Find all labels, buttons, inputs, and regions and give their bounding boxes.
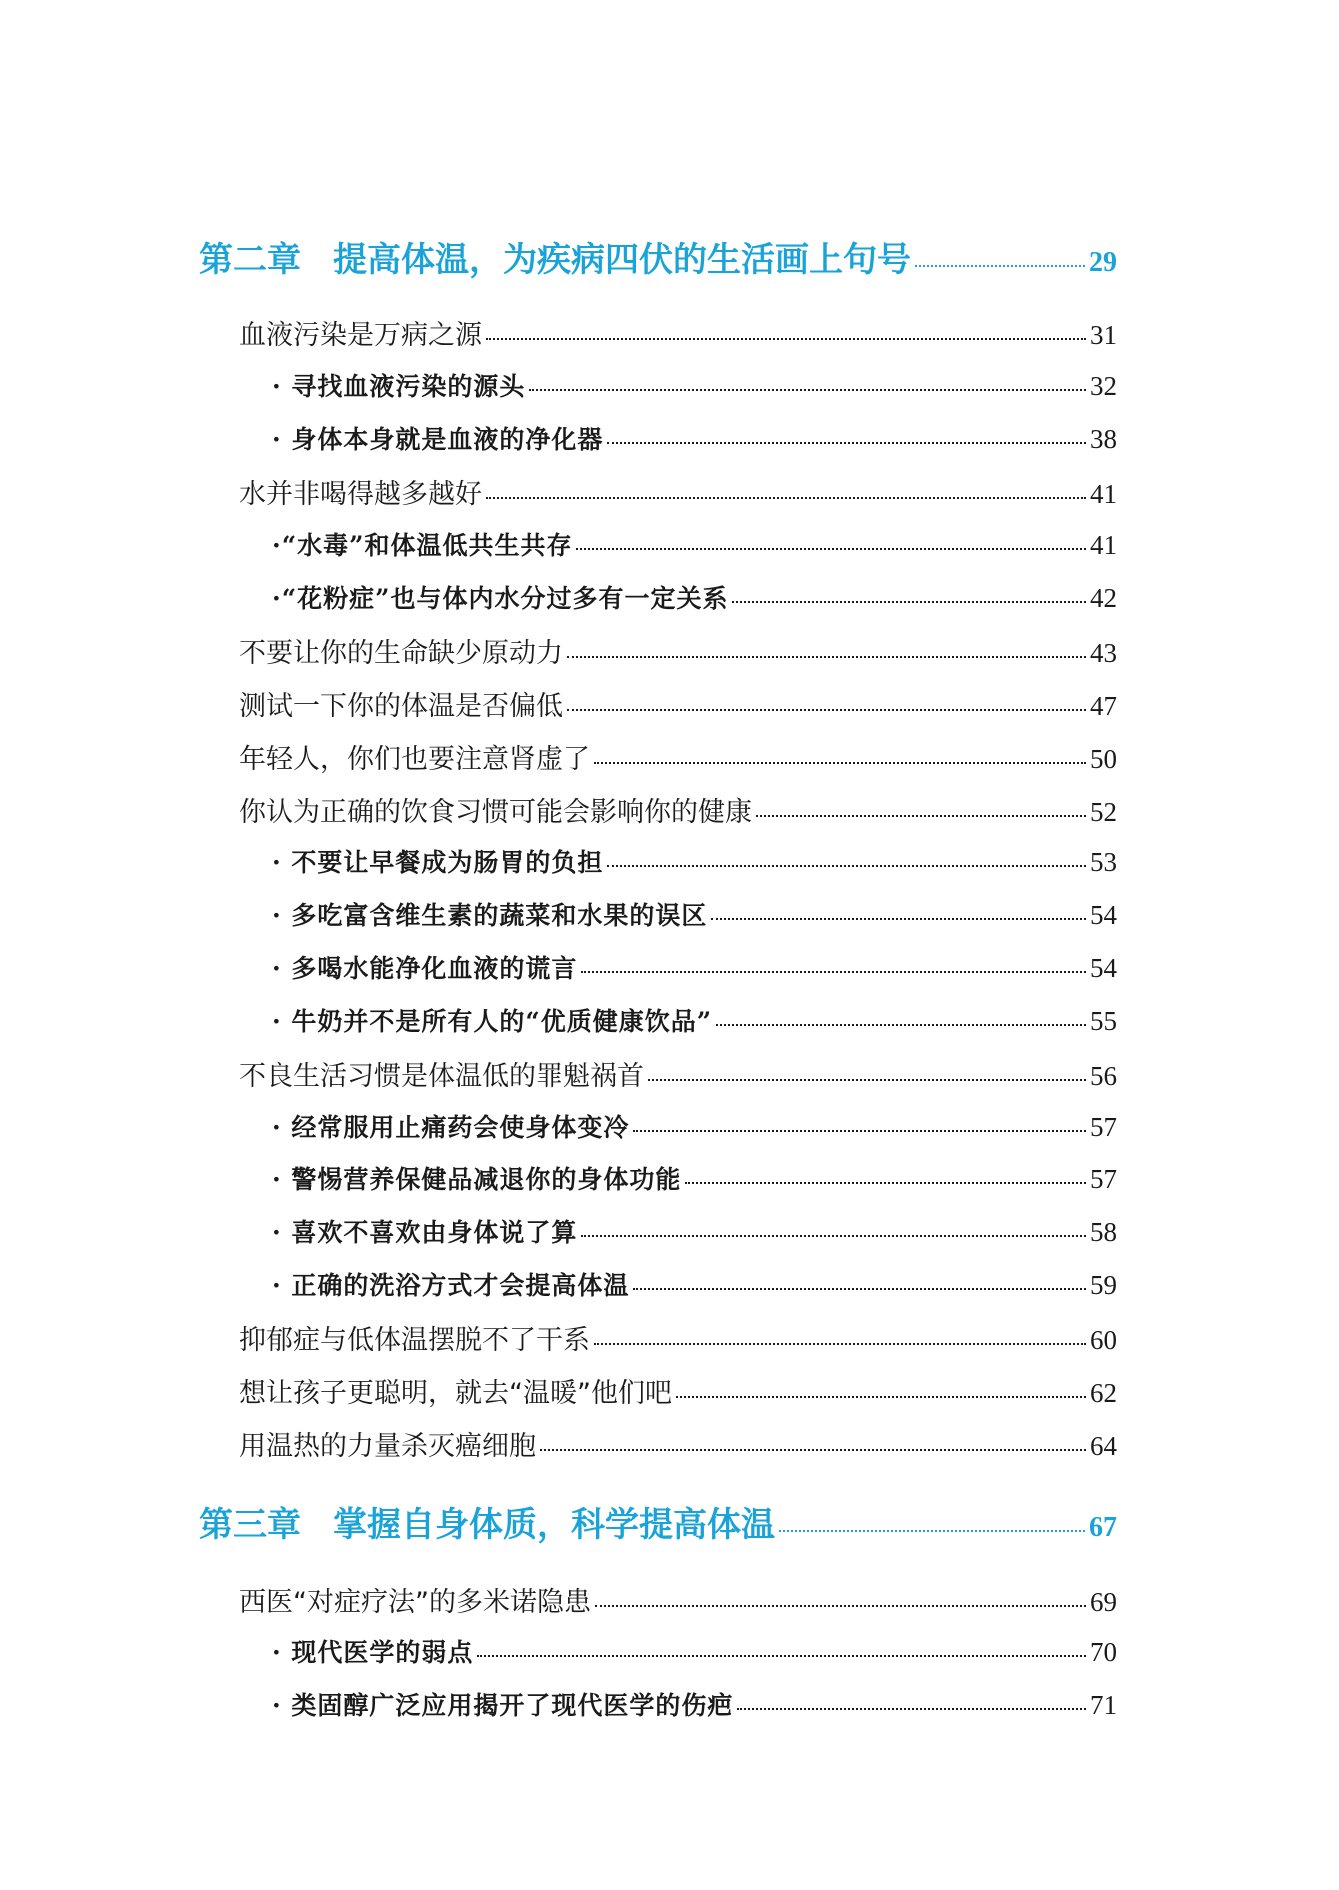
page-number: 56 (1090, 1061, 1117, 1091)
page-number: 31 (1090, 320, 1117, 350)
entry-title: 想让孩子更聪明，就去“温暖”他们吧 (239, 1378, 672, 1409)
entry-title: · 类固醇广泛应用揭开了现代医学的伤疤 (272, 1691, 734, 1720)
chapter-number: 第二章 (199, 240, 301, 280)
page-number: 41 (1090, 530, 1117, 560)
entry-title: · 多吃富含维生素的蔬菜和水果的误区 (272, 901, 708, 930)
dot-leader (486, 338, 1086, 340)
entry-title: · 正确的洗浴方式才会提高体温 (272, 1271, 630, 1300)
entry-title: 年轻人，你们也要注意肾虚了 (239, 744, 590, 775)
page-number: 70 (1090, 1637, 1117, 1667)
toc-entry[interactable] (239, 631, 1117, 670)
entry-title: · 寻找血液污染的源头 (272, 372, 526, 401)
toc-subentry[interactable] (272, 1633, 1117, 1669)
dot-leader (529, 389, 1086, 391)
page-number: 41 (1090, 479, 1117, 509)
dot-leader (540, 1449, 1086, 1451)
dot-leader (648, 1079, 1086, 1081)
page-number: 42 (1090, 583, 1117, 613)
entry-title: ·“花粉症”也与体内水分过多有一定关系 (272, 584, 729, 613)
dot-leader (567, 709, 1086, 711)
toc-entry[interactable] (239, 1054, 1117, 1093)
entry-title: · 不要让早餐成为肠胃的负担 (272, 848, 604, 877)
entry-title: 西医“对症疗法”的多米诺隐患 (239, 1587, 591, 1618)
dot-leader (756, 815, 1086, 817)
page-number: 69 (1090, 1587, 1117, 1617)
dot-leader (633, 1288, 1086, 1290)
dot-leader (607, 442, 1086, 444)
chapter-label (199, 1497, 775, 1546)
dot-leader (711, 918, 1086, 920)
chapter-label (199, 232, 911, 281)
entry-title: 水并非喝得越多越好 (239, 479, 482, 510)
page-number: 59 (1090, 1270, 1117, 1300)
toc-subentry[interactable] (272, 1686, 1117, 1722)
entry-title: 用温热的力量杀灭癌细胞 (239, 1431, 536, 1462)
dot-leader (633, 1130, 1086, 1132)
toc-entry[interactable] (239, 1318, 1117, 1357)
entry-title: 血液污染是万病之源 (239, 320, 482, 351)
dot-leader (477, 1655, 1086, 1657)
entry-title: 你认为正确的饮食习惯可能会影响你的健康 (239, 797, 752, 828)
toc-entry[interactable] (239, 1580, 1117, 1619)
entry-title: · 警惕营养保健品减退你的身体功能 (272, 1165, 682, 1194)
toc-entry[interactable] (239, 790, 1117, 829)
toc-entry[interactable] (239, 1424, 1117, 1463)
page-number: 52 (1090, 797, 1117, 827)
entry-title: · 身体本身就是血液的净化器 (272, 425, 604, 454)
toc-subentry[interactable] (272, 1266, 1117, 1302)
entry-title: 不良生活习惯是体温低的罪魁祸首 (239, 1061, 644, 1092)
entry-title: 测试一下你的体温是否偏低 (239, 691, 563, 722)
dot-leader (594, 1343, 1086, 1345)
dot-leader (595, 1605, 1086, 1607)
page-number: 55 (1090, 1006, 1117, 1036)
dot-leader (607, 865, 1086, 867)
page-number: 60 (1090, 1325, 1117, 1355)
page-number: 62 (1090, 1378, 1117, 1408)
page-number: 57 (1090, 1164, 1117, 1194)
toc-entry[interactable] (239, 313, 1117, 352)
toc-subentry[interactable] (272, 1108, 1117, 1144)
toc-subentry[interactable] (272, 1002, 1117, 1038)
dot-leader (581, 1235, 1086, 1237)
toc-subentry[interactable] (272, 579, 1117, 615)
dot-leader (732, 601, 1086, 603)
entry-title: · 多喝水能净化血液的谎言 (272, 954, 578, 983)
page-number: 58 (1090, 1217, 1117, 1247)
toc-subentry[interactable] (272, 896, 1117, 932)
toc-subentry[interactable] (272, 526, 1117, 562)
entry-title: 不要让你的生命缺少原动力 (239, 638, 563, 669)
dot-leader (737, 1708, 1086, 1710)
dot-leader (486, 497, 1086, 499)
page-number: 47 (1090, 691, 1117, 721)
page-number: 71 (1090, 1690, 1117, 1720)
entry-title: ·“水毒”和体温低共生共存 (272, 531, 573, 560)
page-number: 57 (1090, 1112, 1117, 1142)
toc-entry[interactable] (239, 472, 1117, 511)
toc-subentry[interactable] (272, 420, 1117, 456)
chapter-heading[interactable] (199, 1497, 1117, 1546)
dot-leader (581, 971, 1086, 973)
entry-title: · 喜欢不喜欢由身体说了算 (272, 1218, 578, 1247)
entry-title: 抑郁症与低体温摆脱不了干系 (239, 1325, 590, 1356)
dot-leader (716, 1024, 1086, 1026)
entry-title: · 现代医学的弱点 (272, 1638, 474, 1667)
page-number: 38 (1090, 424, 1117, 454)
chapter-number: 第三章 (199, 1505, 301, 1545)
dot-leader (915, 265, 1085, 267)
toc-subentry[interactable] (272, 367, 1117, 403)
toc-entry[interactable] (239, 1371, 1117, 1410)
chapter-heading[interactable] (199, 232, 1117, 281)
page-number: 67 (1089, 1512, 1117, 1543)
page-number: 64 (1090, 1431, 1117, 1461)
page-number: 54 (1090, 900, 1117, 930)
dot-leader (676, 1396, 1086, 1398)
entry-title: · 牛奶并不是所有人的“优质健康饮品” (272, 1007, 713, 1036)
dot-leader (685, 1182, 1086, 1184)
page-number: 50 (1090, 744, 1117, 774)
page-number: 53 (1090, 847, 1117, 877)
page-number: 43 (1090, 638, 1117, 668)
toc-subentry[interactable] (272, 1160, 1117, 1196)
toc-entry[interactable] (239, 684, 1117, 723)
entry-title: · 经常服用止痛药会使身体变冷 (272, 1113, 630, 1142)
page-number: 29 (1089, 247, 1117, 278)
dot-leader (594, 762, 1086, 764)
toc-subentry[interactable] (272, 843, 1117, 879)
dot-leader (567, 656, 1086, 658)
toc-entry[interactable] (239, 737, 1117, 776)
page-number: 54 (1090, 953, 1117, 983)
toc-subentry[interactable] (272, 949, 1117, 985)
chapter-title: 掌握自身体质，科学提高体温 (333, 1505, 775, 1545)
dot-leader (576, 548, 1086, 550)
dot-leader (779, 1530, 1085, 1532)
chapter-title: 提高体温，为疾病四伏的生活画上句号 (333, 240, 911, 280)
toc-subentry[interactable] (272, 1213, 1117, 1249)
page-number: 32 (1090, 371, 1117, 401)
